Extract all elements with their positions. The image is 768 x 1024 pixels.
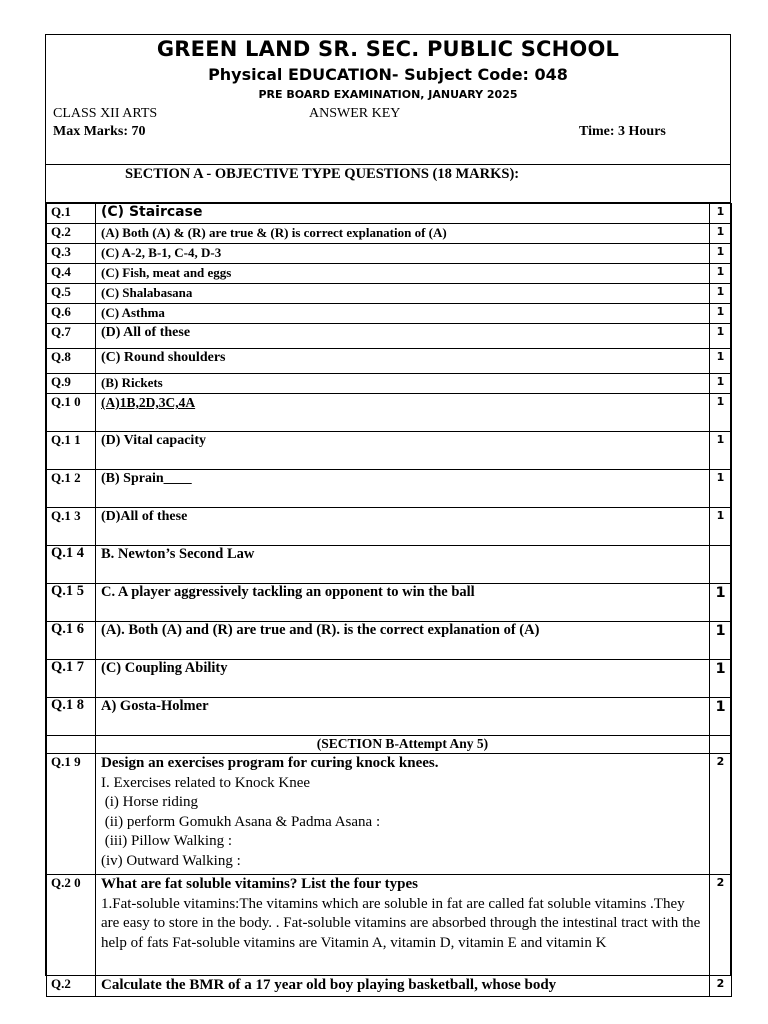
table-row <box>47 204 732 224</box>
marks-cell: 1 <box>710 324 732 349</box>
answer <box>96 204 710 224</box>
marks-cell: 1 <box>710 284 732 304</box>
answer-body: 1.Fat-soluble vitamins:The vitamins which are soluble in fat are called fat soluble vitamins .They are easy to store in the body. . Fat-soluble vitamins are absorbed through the intestinal tract with the help of fats Fat-soluble vitamins are Vitamin A, vitamin D, vitamin E and vitamin K <box>101 895 701 951</box>
question-number: Q.3 <box>47 244 96 264</box>
question-number: Q.8 <box>47 349 96 374</box>
question-number: Q.4 <box>47 264 96 284</box>
question-title: What are fat soluble vitamins? List the four types <box>101 876 418 892</box>
section-b-title: (SECTION B-Attempt Any 5) <box>96 736 710 754</box>
answer: C. A player aggressively tackling an opponent to win the ball <box>96 584 710 622</box>
document-header <box>46 35 730 165</box>
marks-cell: 2 <box>710 976 732 997</box>
table-row <box>47 349 732 374</box>
answer-text: (C) Staircase <box>101 204 203 220</box>
table-row <box>47 622 732 660</box>
question-number: Q.1 0 <box>47 394 96 432</box>
answer: (C) A-2, B-1, C-4, D-3 <box>96 244 710 264</box>
marks-cell: 1 <box>710 374 732 394</box>
question-number: Q.1 7 <box>47 660 96 698</box>
answer-line: (iii) Pillow Walking : <box>101 833 233 849</box>
answer: (C) Asthma <box>96 304 710 324</box>
answer: A) Gosta-Holmer <box>96 698 710 736</box>
answer: (D)All of these <box>96 508 710 546</box>
class-label: CLASS XII ARTS <box>53 106 158 121</box>
table-row <box>47 508 732 546</box>
marks-cell: 1 <box>710 204 732 224</box>
answer-key-document <box>45 34 731 993</box>
question-number: Q.7 <box>47 324 96 349</box>
marks-cell: 1 <box>710 432 732 470</box>
question-number: Q.1 2 <box>47 470 96 508</box>
table-row <box>47 875 732 976</box>
answer-key-label: ANSWER KEY <box>309 106 401 121</box>
marks-cell: 1 <box>710 584 732 622</box>
empty-cell <box>47 736 96 754</box>
marks-cell: 1 <box>710 304 732 324</box>
table-row <box>47 374 732 394</box>
question-number: Q.2 0 <box>47 875 96 976</box>
answer: (B) Sprain____ <box>96 470 710 508</box>
table-row <box>47 584 732 622</box>
answer: (A)1B,2D,3C,4A <box>96 394 710 432</box>
marks-cell: 1 <box>710 244 732 264</box>
time-allowed: Time: 3 Hours <box>579 124 666 139</box>
school-name: GREEN LAND SR. SEC. PUBLIC SCHOOL <box>156 37 620 61</box>
answer: (B) Rickets <box>96 374 710 394</box>
marks-cell: 1 <box>710 224 732 244</box>
table-row <box>47 264 732 284</box>
marks-cell: 2 <box>710 754 732 875</box>
question-number: Q.1 1 <box>47 432 96 470</box>
table-row <box>47 284 732 304</box>
answer-line: (iv) Outward Walking : <box>101 852 241 869</box>
table-row <box>47 304 732 324</box>
table-row <box>47 324 732 349</box>
answer: (C) Coupling Ability <box>96 660 710 698</box>
question-number: Q.2 <box>47 976 96 997</box>
question-number: Q.1 <box>47 204 96 224</box>
max-marks: Max Marks: 70 <box>53 124 146 139</box>
marks-cell: 2 <box>710 875 732 976</box>
answer <box>96 875 710 976</box>
section-b-heading <box>47 736 732 754</box>
table-row <box>47 470 732 508</box>
marks-cell: 1 <box>710 508 732 546</box>
question-number: Q.9 <box>47 374 96 394</box>
answer-line: I. Exercises related to Knock Knee <box>101 774 311 791</box>
table-row <box>47 546 732 584</box>
answer-line: (i) Horse riding <box>101 794 199 810</box>
table-row <box>47 244 732 264</box>
answer: B. Newton’s Second Law <box>96 546 710 584</box>
table-row <box>47 754 732 875</box>
question-number: Q.5 <box>47 284 96 304</box>
marks-cell: 1 <box>710 349 732 374</box>
table-row <box>47 432 732 470</box>
question-number: Q.1 3 <box>47 508 96 546</box>
answer: (C) Shalabasana <box>96 284 710 304</box>
marks-cell: 1 <box>710 264 732 284</box>
table-row <box>47 224 732 244</box>
answer: (C) Round shoulders <box>96 349 710 374</box>
question-number: Q.1 6 <box>47 622 96 660</box>
answer: (A) Both (A) & (R) are true & (R) is correct explanation of (A) <box>96 224 710 244</box>
answer: (D) All of these <box>96 324 710 349</box>
table-row <box>47 394 732 432</box>
answer-table <box>46 203 732 997</box>
marks-cell: 1 <box>710 394 732 432</box>
question-title: Calculate the BMR of a 17 year old boy playing basketball, whose body <box>96 976 710 997</box>
question-number: Q.2 <box>47 224 96 244</box>
marks-cell: 1 <box>710 698 732 736</box>
marks-cell: 1 <box>710 660 732 698</box>
question-number: Q.1 8 <box>47 698 96 736</box>
question-number: Q.6 <box>47 304 96 324</box>
answer: (D) Vital capacity <box>96 432 710 470</box>
table-row <box>47 660 732 698</box>
table-row <box>47 698 732 736</box>
empty-cell <box>710 736 732 754</box>
question-number: Q.1 5 <box>47 584 96 622</box>
section-a-title: SECTION A - OBJECTIVE TYPE QUESTIONS (18 MARKS): <box>125 166 520 182</box>
question-number: Q.1 4 <box>47 546 96 584</box>
marks-cell: 1 <box>710 622 732 660</box>
answer <box>96 754 710 875</box>
question-title: Design an exercises program for curing knock knees. <box>101 755 439 771</box>
exam-line: PRE BOARD EXAMINATION, JANUARY 2025 <box>258 88 518 101</box>
marks-cell: 1 <box>710 470 732 508</box>
answer: (A). Both (A) and (R) are true and (R). is the correct explanation of (A) <box>96 622 710 660</box>
answer: (C) Fish, meat and eggs <box>96 264 710 284</box>
marks-cell <box>710 546 732 584</box>
answer-line: (ii) perform Gomukh Asana & Padma Asana : <box>101 813 381 830</box>
question-number: Q.1 9 <box>47 754 96 875</box>
subject-line: Physical EDUCATION- Subject Code: 048 <box>208 65 568 84</box>
table-row <box>47 976 732 997</box>
section-a-heading <box>46 165 730 203</box>
